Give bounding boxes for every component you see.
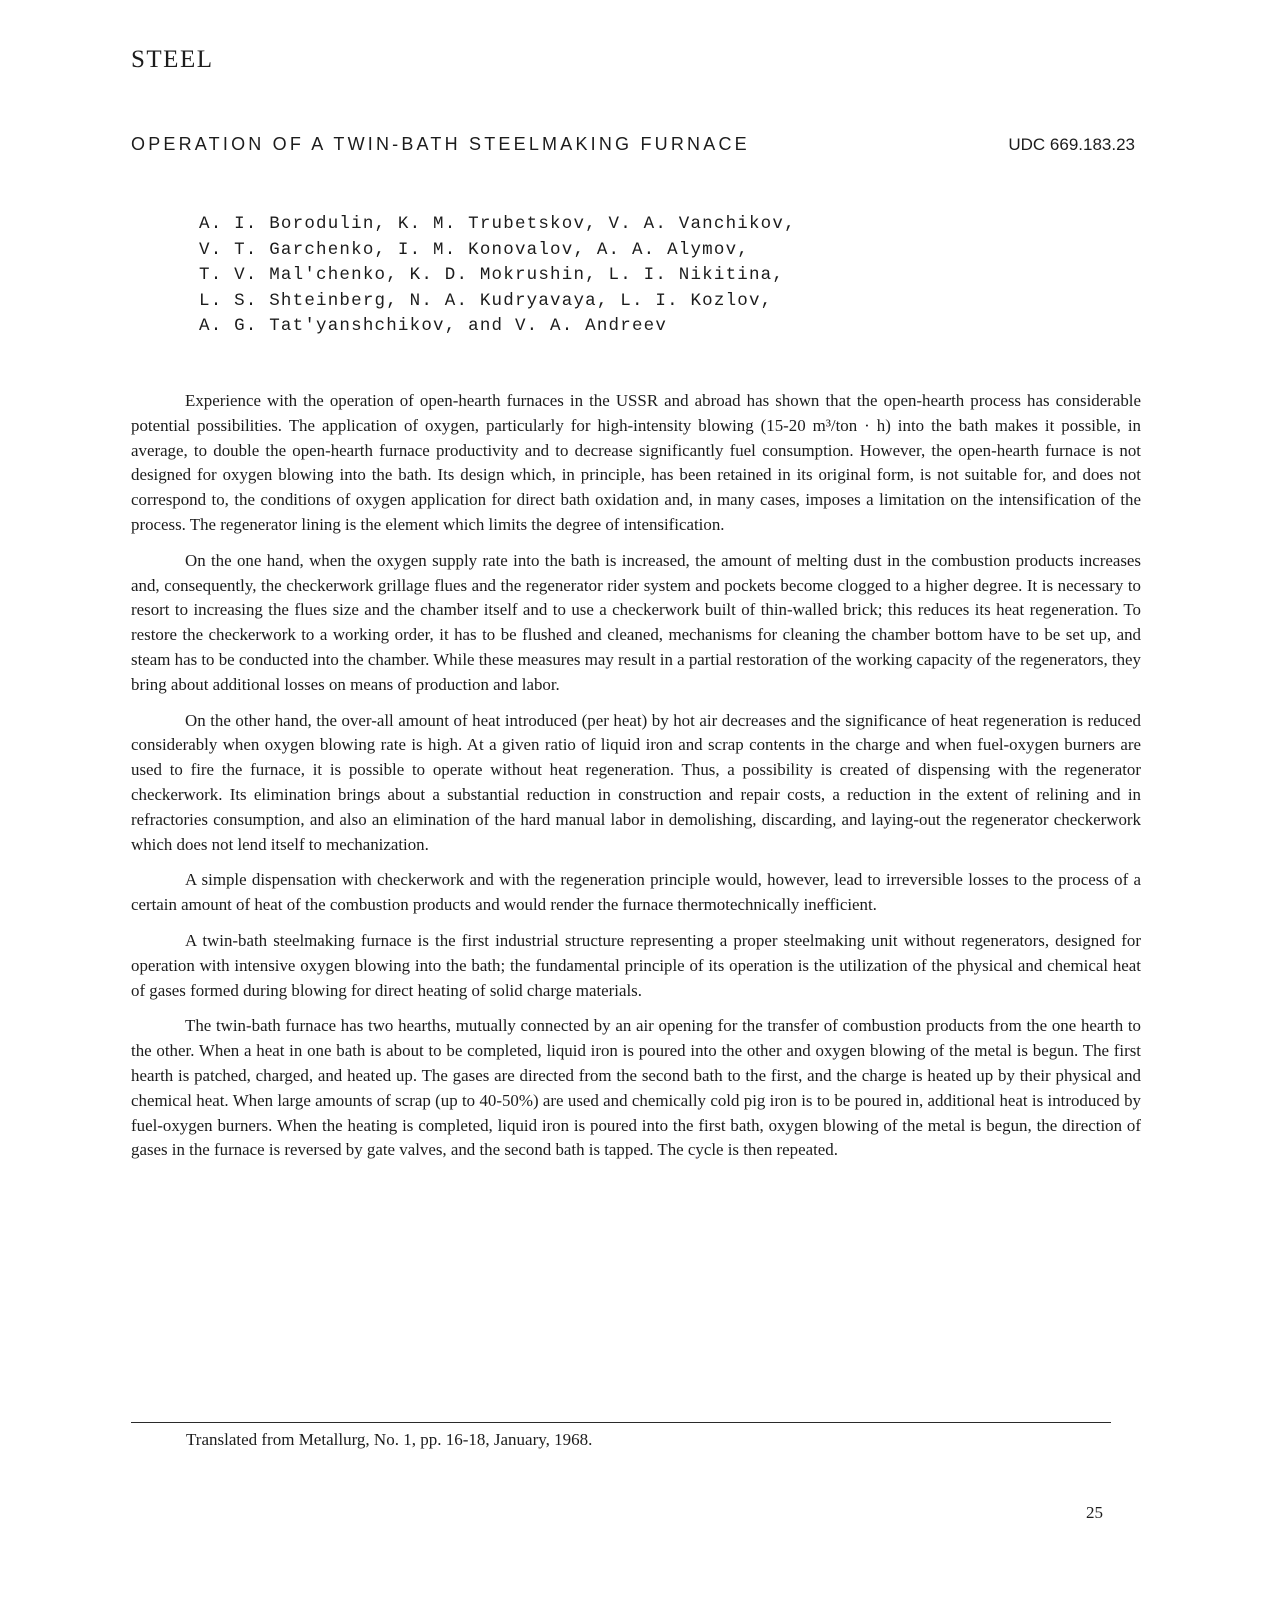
title-row [131,134,1135,155]
body-paragraph: On the one hand, when the oxygen supply rate into the bath is increased, the amount of melting dust in the combustion products increases and, consequently, the checkerwork grillage flues and the regenerator rider system and pockets become clogged to a higher degree. It is necessary to resort to increasing the flues size and the chamber itself and to use a checkerwork built of thin-walled brick; this reduces its heat regeneration. To restore the checkerwork to a working order, it has to be flushed and cleaned, mechanisms for cleaning the chamber bottom have to be set up, and steam has to be conducted into the chamber. While these measures may result in a partial restoration of the working capacity of the regenerators, they bring about additional losses on means of production and labor. [131,550,1141,694]
author-line: V. T. Garchenko, I. M. Konovalov, A. A. Alymov, [199,239,749,260]
body-paragraph: Experience with the operation of open-hearth furnaces in the USSR and abroad has shown that the open-hearth process has considerable potential possibilities. The application of oxygen, particularly for high-intensity blowing (15-20 m³/ton · h) into the bath makes it possible, in average, to double the open-hearth furnace productivity and to decrease significantly fuel consumption. However, the open-hearth furnace is not designed for oxygen blowing into the bath. Its design which, in principle, has been retained in its original form, is not suitable for, and does not correspond to, the conditions of oxygen application for direct bath oxidation and, in many cases, imposes a limitation on the intensification of the process. The regenerator lining is the element which limits the degree of intensification. [131,391,1141,534]
author-line: L. S. Shteinberg, N. A. Kudryavaya, L. I. Kozlov, [199,290,773,311]
author-line: T. V. Mal'chenko, K. D. Mokrushin, L. I. Nikitina, [199,265,785,285]
author-line: A. I. Borodulin, K. M. Trubetskov, V. A. Vanchikov, [199,214,796,234]
section-heading: STEEL [131,46,214,73]
article-body [131,389,1141,1174]
page-number: 25 [1086,1503,1103,1522]
udc-code: UDC 669.183.23 [1008,135,1135,154]
body-paragraph: A simple dispensation with checkerwork and with the regeneration principle would, however, lead to irreversible losses to the process of a certain amount of heat of the combustion products and would render the furnace thermotechnically inefficient. [131,870,1141,915]
body-paragraph: The twin-bath furnace has two hearths, mutually connected by an air opening for the transfer of combustion products from the one hearth to the other. When a heat in one bath is about to be completed, liquid iron is poured into the other and oxygen blowing of the metal is begun. The first hearth is patched, charged, and heated up. The gases are directed from the second bath to the first, and the charge is heated up by their physical and chemical heat. When large amounts of scrap (up to 40-50%) are used and chemically cold pig iron is to be poured in, additional heat is introduced by fuel-oxygen burners. When the heating is completed, liquid iron is poured into the first bath, oxygen blowing of the metal is begun, the direction of gases in the furnace is reversed by gate valves, and the second bath is tapped. The cycle is then repeated. [131,1016,1141,1160]
body-paragraph: On the other hand, the over-all amount of heat introduced (per heat) by hot air decreases and the significance of heat regeneration is reduced considerably when oxygen blowing rate is high. At a given ratio of liquid iron and scrap contents in the charge and when fuel-oxygen burners are used to fire the furnace, it is possible to operate without heat regeneration. Thus, a possibility is created of dispensing with the regenerator checkerwork. Its elimination brings about a substantial reduction in construction and repair costs, a reduction in the extent of relining and in refractories consumption, and also an elimination of the hard manual labor in demolishing, discarding, and laying-out the regenerator checkerwork which does not lend itself to mechanization. [131,710,1141,854]
footnote: Translated from Metallurg, No. 1, pp. 16-18, January, 1968. [186,1430,593,1449]
article-title: OPERATION OF A TWIN-BATH STEELMAKING FURNACE [131,134,750,154]
body-paragraph: A twin-bath steelmaking furnace is the first industrial structure representing a proper steelmaking unit without regenerators, designed for operation with intensive oxygen blowing into the bath; the fundamental principle of its operation is the utilization of the physical and chemical heat of gases formed during blowing for direct heating of solid charge materials. [131,930,1141,1000]
author-list [199,212,796,340]
author-line: A. G. Tat'yanshchikov, and V. A. Andreev [199,316,668,336]
footnote-divider [131,1422,1111,1423]
